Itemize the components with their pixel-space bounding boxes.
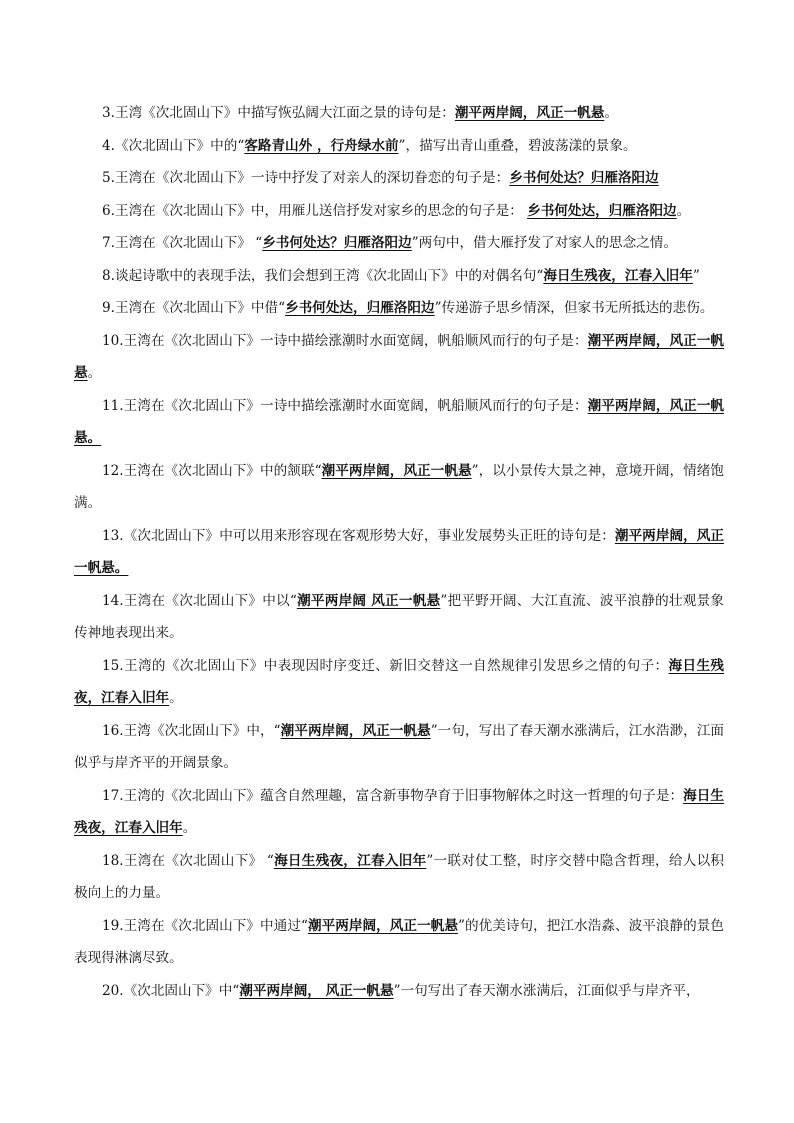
- question-list: [74, 97, 724, 1007]
- item-text: 《次北固山下》中“: [123, 982, 240, 999]
- answer-text: 客路青山外 ，行舟绿水前: [244, 137, 399, 154]
- item-text: 王湾在《次北固山下》中，用雁儿送信抒发对家乡的思念的句子是：: [114, 202, 528, 219]
- answer-text: 潮平两岸阔，风正一帆悬。: [74, 397, 725, 446]
- answer-text: 海日生残夜，江春入旧年: [543, 267, 693, 284]
- list-item: [74, 195, 724, 228]
- item-text: 王湾在《次北固山下》中借“: [114, 300, 286, 316]
- list-item: [74, 162, 724, 195]
- item-number: 16.: [102, 722, 124, 739]
- item-number: 19.: [102, 917, 124, 934]
- item-text: 王湾在《次北固山下》 “: [114, 235, 263, 251]
- item-number: 10.: [102, 332, 124, 349]
- item-text-tail: ”一句，写出了春天潮水涨满后，江水浩渺，江面似乎与岸齐平的开阔景象。: [74, 722, 725, 771]
- answer-text: 潮平两岸阔，风正一帆悬: [454, 105, 605, 121]
- list-item: [74, 845, 724, 910]
- item-text: 《次北固山下》中的“: [114, 137, 245, 154]
- answer-text: 乡书何处达？归雁洛阳边: [509, 170, 659, 186]
- item-text-tail: 。: [87, 365, 102, 381]
- item-text-tail: ”把平野开阔、大江直流、波平浪静的壮观景象传神地表现出来。: [74, 592, 725, 641]
- item-text: 王湾在《次北固山下》中以“: [123, 592, 297, 609]
- item-text-tail: 。: [169, 690, 183, 706]
- answer-text: 潮平两岸阔，风正一帆悬: [280, 722, 431, 739]
- answer-text: 潮平两岸阔 风正一帆悬: [296, 592, 441, 609]
- item-text-tail: ”: [692, 267, 700, 284]
- list-item: [74, 292, 724, 325]
- item-number: 3.: [102, 105, 115, 121]
- list-item: [74, 975, 724, 1008]
- item-text: 王湾在《次北固山下》中通过“: [123, 917, 308, 934]
- answer-text: 潮平两岸阔，风正一帆悬。: [74, 527, 724, 576]
- answer-text: 海日生残夜，江春入旧年: [273, 852, 427, 869]
- item-number: 15.: [102, 657, 124, 674]
- answer-text: 乡书何处达，归雁洛阳边: [527, 202, 677, 219]
- item-text: 谈起诗歌中的表现手法，我们会想到王湾《次北固山下》中的对偶名句“: [114, 267, 544, 284]
- item-text: 王湾在《次北固山下》一诗中抒发了对亲人的深切眷恋的句子是：: [114, 170, 510, 186]
- item-text-tail: 。: [182, 820, 197, 836]
- list-item: [74, 325, 724, 390]
- item-number: 12.: [102, 462, 124, 479]
- item-text: 王湾在《次北固山下》 “: [123, 852, 274, 869]
- list-item: [74, 715, 724, 780]
- item-number: 9.: [102, 300, 115, 316]
- item-text-tail: ”的优美诗句，把江水浩淼、波平浪静的景色表现得淋漓尽致。: [74, 917, 725, 966]
- item-number: 7.: [102, 235, 115, 251]
- item-number: 20.: [102, 982, 124, 999]
- item-number: 6.: [102, 202, 115, 219]
- list-item: [74, 585, 724, 650]
- answer-text: 潮平两岸阔，风正一帆悬: [307, 917, 458, 934]
- list-item: [74, 130, 724, 163]
- list-item: [74, 97, 724, 130]
- list-item: [74, 780, 724, 845]
- item-text-tail: ”，以小景传大景之神，意境开阔，情绪饱满。: [74, 462, 725, 511]
- list-item: [74, 227, 724, 260]
- answer-text: 潮平两岸阔， 风正一帆悬: [239, 982, 394, 999]
- item-text-tail: 。: [604, 105, 618, 121]
- answer-text: 乡书何处达，归雁洛阳边: [285, 300, 435, 316]
- item-number: 4.: [102, 137, 115, 154]
- list-item: [74, 455, 724, 520]
- item-text: 王湾在《次北固山下》一诗中描绘涨潮时水面宽阔，帆船顺风而行的句子是：: [123, 332, 588, 349]
- item-text: 王湾在《次北固山下》一诗中描绘涨潮时水面宽阔，帆船顺风而行的句子是：: [123, 397, 588, 414]
- item-number: 11.: [102, 397, 124, 414]
- item-text: 王湾《次北固山下》中描写恢弘阔大江面之景的诗句是：: [114, 105, 455, 121]
- item-text: 《次北固山下》中可以用来形容现在客观形势大好，事业发展势头正旺的诗句是：: [123, 527, 615, 544]
- item-text: 王湾在《次北固山下》中的颔联“: [123, 462, 322, 479]
- item-number: 5.: [102, 170, 115, 186]
- item-number: 18.: [102, 852, 124, 869]
- item-number: 8.: [102, 267, 115, 284]
- item-text-tail: ”传递游子思乡情深，但家书无所抵达的悲伤。: [434, 300, 714, 316]
- list-item: [74, 650, 724, 715]
- item-text: 王湾的《次北固山下》中表现因时序变迁、新旧交替这一自然规律引发思乡之情的句子：: [123, 657, 669, 674]
- list-item: [74, 520, 724, 585]
- list-item: [74, 260, 724, 293]
- item-text-tail: ”两句中，借大雁抒发了对家人的思念之情。: [411, 235, 677, 251]
- answer-text: 海日生残夜，江春入旧年: [74, 657, 725, 706]
- answer-text: 海日生残夜，江春入旧年: [74, 787, 725, 836]
- answer-text: 潮平两岸阔，风正一帆悬: [74, 332, 725, 381]
- item-number: 17.: [102, 787, 124, 804]
- item-text-tail: ”一句写出了春天潮水涨满后，江面似乎与岸齐平，: [393, 982, 700, 999]
- item-text-tail: ”一联对仗工整，时序交替中隐含哲理，给人以积极向上的力量。: [74, 852, 725, 901]
- item-number: 14.: [102, 592, 124, 609]
- item-text: 王湾《次北固山下》中，“: [123, 722, 281, 739]
- item-text-tail: ”，描写出青山重叠，碧波荡漾的景象。: [398, 137, 637, 154]
- item-text-tail: 。: [676, 202, 691, 219]
- item-text: 王湾的《次北固山下》蕴含自然理趣，富含新事物孕育于旧事物解体之时这一哲理的句子是：: [123, 787, 684, 804]
- answer-text: 潮平两岸阔，风正一帆悬: [321, 462, 472, 479]
- list-item: [74, 910, 724, 975]
- item-number: 13.: [102, 527, 124, 544]
- list-item: [74, 390, 724, 455]
- answer-text: 乡书何处达？归雁洛阳边: [262, 235, 412, 251]
